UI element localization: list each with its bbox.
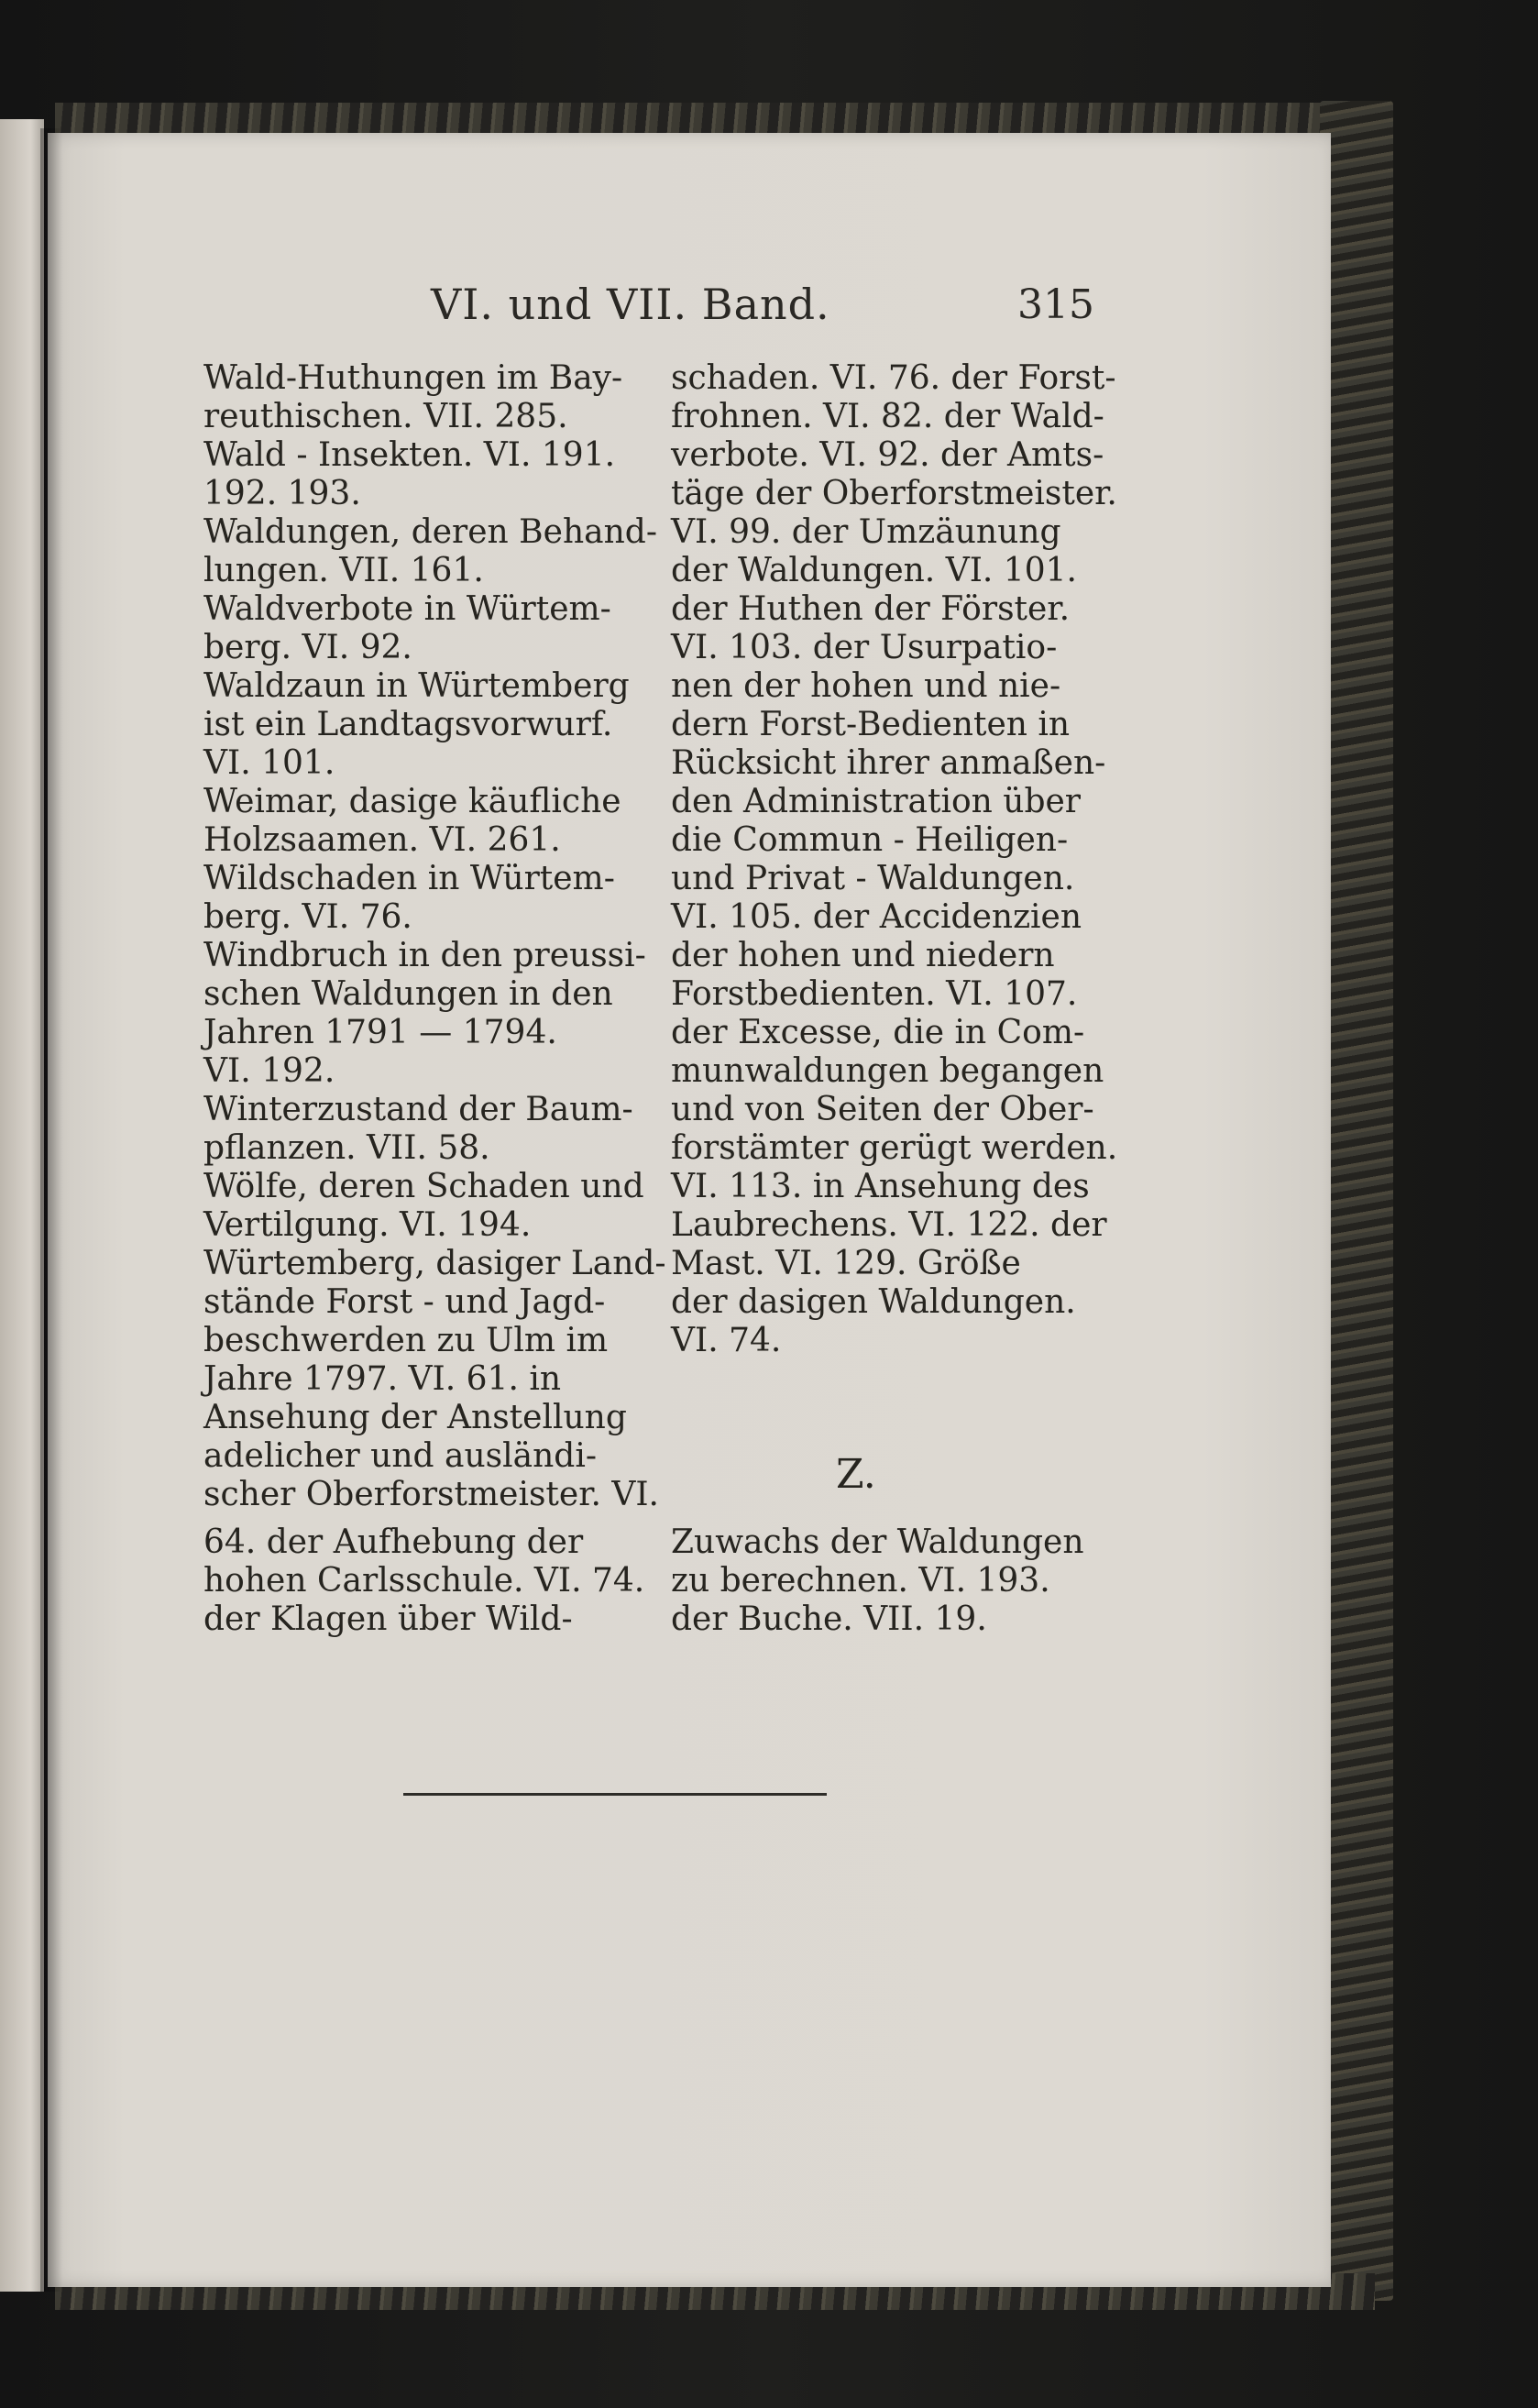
- index-line: Weimar, dasige käufliche: [203, 783, 621, 820]
- index-line-right: der Buche. VII. 19.: [671, 1600, 987, 1638]
- index-line: stände Forst - und Jagd-: [203, 1283, 606, 1321]
- index-line: Winterzustand der Baum-: [203, 1091, 633, 1128]
- index-line: die Commun - Heiligen-: [671, 821, 1069, 859]
- index-line: VI. 99. der Umzäunung: [671, 513, 1061, 551]
- index-line: nen der hohen und nie-: [671, 667, 1061, 705]
- book-cover-top: [55, 103, 1375, 134]
- index-bottom-lines: [203, 1523, 1083, 1639]
- spine-shadow: [40, 128, 62, 2292]
- index-line: VI. 101.: [203, 744, 335, 782]
- index-line: Waldzaun in Würtemberg: [203, 667, 630, 705]
- index-line: forstämter gerügt werden.: [671, 1129, 1118, 1167]
- index-line: VI. 103. der Usurpatio-: [671, 629, 1058, 666]
- index-line: Wald-Huthungen im Bay-: [203, 359, 623, 397]
- index-line: Rücksicht ihrer anmaßen-: [671, 744, 1106, 782]
- index-line: berg. VI. 76.: [203, 898, 412, 936]
- index-line: Wölfe, deren Schaden und: [203, 1168, 644, 1205]
- index-line-left: hohen Carlsschule. VI. 74.: [203, 1562, 645, 1600]
- section-letter: Z.: [836, 1451, 876, 1498]
- index-line: Mast. VI. 129. Größe: [671, 1245, 1021, 1282]
- index-line: Waldungen, deren Behand-: [203, 513, 657, 551]
- index-line: Jahre 1797. VI. 61. in: [203, 1360, 562, 1398]
- facing-page-edge: [0, 119, 44, 2292]
- page-number: 315: [1017, 281, 1094, 328]
- index-line: beschwerden zu Ulm im: [203, 1322, 609, 1359]
- index-line: den Administration über: [671, 783, 1082, 820]
- index-line: Wald - Insekten. VI. 191.: [203, 436, 616, 474]
- index-line: lungen. VII. 161.: [203, 552, 484, 589]
- index-line: schen Waldungen in den: [203, 975, 613, 1013]
- bottom-row: [203, 1523, 1083, 1562]
- index-line: und von Seiten der Ober-: [671, 1091, 1094, 1128]
- index-line: Windbruch in den preussi-: [203, 937, 646, 974]
- header-title: VI. und VII. Band.: [431, 280, 830, 329]
- index-line: dern Forst-Bedienten in: [671, 706, 1071, 743]
- bottom-row: [203, 1600, 1083, 1639]
- index-line: der dasigen Waldungen.: [671, 1283, 1076, 1321]
- index-line: der Huthen der Förster.: [671, 590, 1071, 628]
- bottom-row: [203, 1562, 1083, 1600]
- index-line-right: zu berechnen. VI. 193.: [671, 1562, 1050, 1600]
- index-line: und Privat - Waldungen.: [671, 860, 1075, 897]
- index-column-left: [203, 359, 666, 1514]
- index-line-left: der Klagen über Wild-: [203, 1600, 573, 1638]
- index-column-right: [671, 359, 1118, 1360]
- index-line: Waldverbote in Würtem-: [203, 590, 611, 628]
- index-line: der Waldungen. VI. 101.: [671, 552, 1077, 589]
- index-line: Vertilgung. VI. 194.: [203, 1206, 532, 1244]
- index-line: ist ein Landtagsvorwurf.: [203, 706, 613, 743]
- end-rule: [403, 1793, 827, 1796]
- index-line: der Excesse, die in Com-: [671, 1014, 1085, 1051]
- index-line: berg. VI. 92.: [203, 629, 412, 666]
- index-line: Holzsaamen. VI. 261.: [203, 821, 561, 859]
- index-line: munwaldungen begangen: [671, 1052, 1104, 1090]
- index-line: Ansehung der Anstellung: [203, 1399, 627, 1436]
- index-line: Forstbedienten. VI. 107.: [671, 975, 1078, 1013]
- index-line: VI. 105. der Accidenzien: [671, 898, 1082, 936]
- index-line-right: Zuwachs der Waldungen: [671, 1523, 1084, 1561]
- index-line: verbote. VI. 92. der Amts-: [671, 436, 1104, 474]
- index-line: scher Oberforstmeister. VI.: [203, 1476, 660, 1513]
- index-line: der hohen und niedern: [671, 937, 1055, 974]
- index-line: adelicher und ausländi-: [203, 1437, 598, 1475]
- index-line: schaden. VI. 76. der Forst-: [671, 359, 1116, 397]
- running-header: [431, 280, 1094, 335]
- index-line: Würtemberg, dasiger Land-: [203, 1245, 666, 1282]
- index-line: Wildschaden in Würtem-: [203, 860, 615, 897]
- index-line: 192. 193.: [203, 475, 361, 512]
- index-line: Laubrechens. VI. 122. der: [671, 1206, 1107, 1244]
- index-line: reuthischen. VII. 285.: [203, 398, 568, 435]
- index-line-left: 64. der Aufhebung der: [203, 1523, 584, 1561]
- index-line: Jahren 1791 — 1794.: [203, 1014, 557, 1051]
- index-line: täge der Oberforstmeister.: [671, 475, 1117, 512]
- index-line: VI. 192.: [203, 1052, 335, 1090]
- book-cover-right: [1320, 101, 1393, 2301]
- index-line: VI. 113. in Ansehung des: [671, 1168, 1090, 1205]
- index-line: pflanzen. VII. 58.: [203, 1129, 490, 1167]
- index-line: VI. 74.: [671, 1322, 782, 1359]
- index-line: frohnen. VI. 82. der Wald-: [671, 398, 1104, 435]
